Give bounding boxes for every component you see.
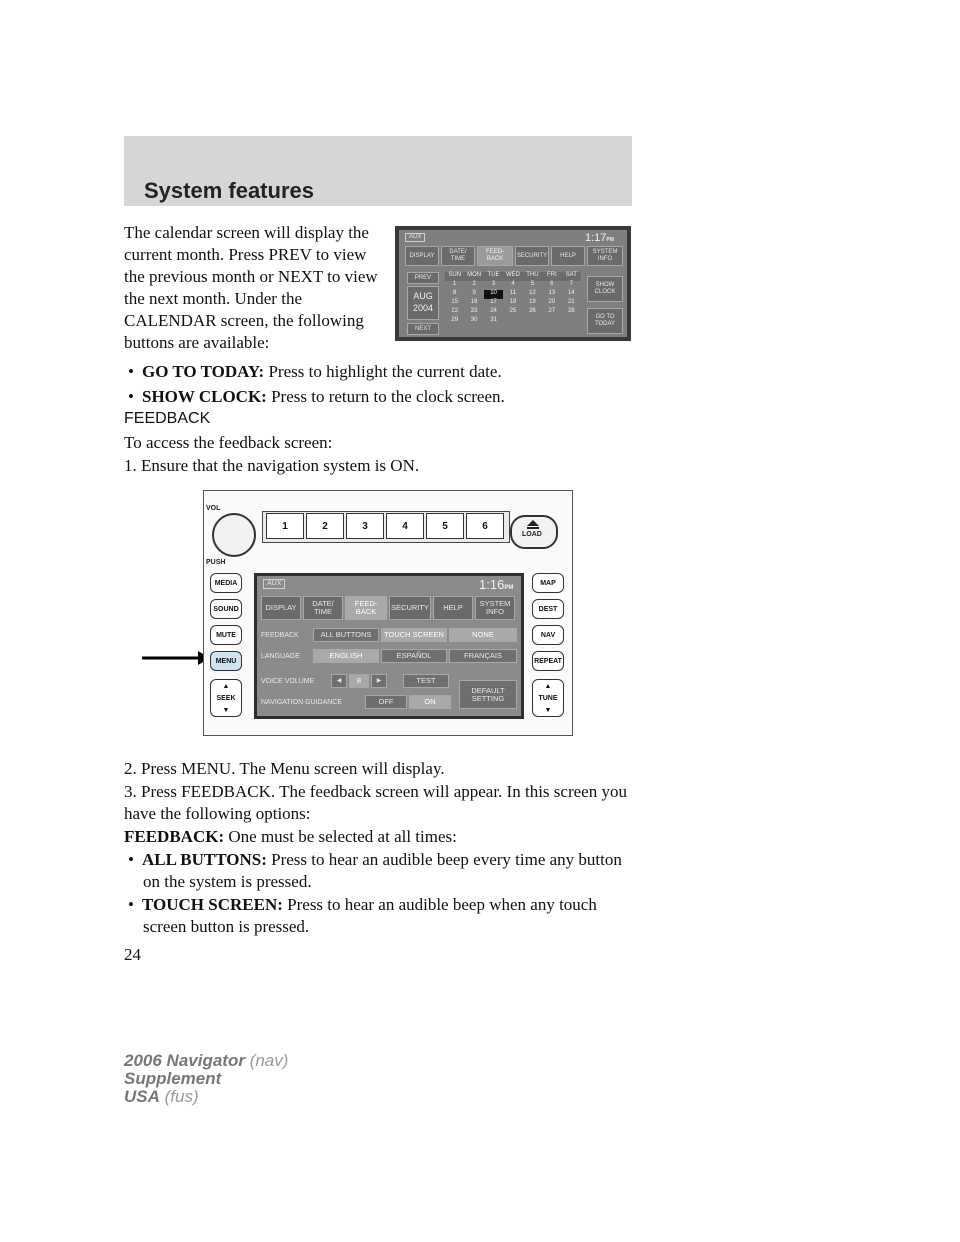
screen-tab-feedback[interactable]: FEED- BACK <box>345 596 387 620</box>
calendar-day[interactable]: 3 <box>491 281 496 287</box>
calendar-day[interactable]: 12 <box>529 290 536 296</box>
calendar-day[interactable]: 25 <box>509 308 517 314</box>
up-arrow-icon: ▲ <box>222 682 230 690</box>
mute-button[interactable]: MUTE <box>210 625 242 645</box>
step-1: 1. Ensure that the navigation system is ON. <box>124 456 420 475</box>
tab-datetime[interactable]: DATE/ TIME <box>441 246 475 266</box>
day-header: SAT <box>562 272 581 281</box>
bullet-show-clock: • SHOW CLOCK: Press to return to the clock screen. <box>128 387 505 406</box>
bullet-all-buttons: • ALL BUTTONS: Press to hear an audible beep every time any button on the system is pressed. <box>128 849 648 893</box>
preset-button-4[interactable]: 4 <box>386 513 424 539</box>
voice-volume-label: VOICE VOLUME <box>261 678 315 685</box>
tune-button[interactable] <box>532 679 564 717</box>
volume-increase-button[interactable] <box>371 674 387 688</box>
screen-tab-security[interactable]: SECURITY <box>389 596 431 620</box>
calendar-grid <box>445 272 581 326</box>
push-label: PUSH <box>206 559 226 566</box>
feedback-heading: FEEDBACK <box>124 410 211 427</box>
bullet-text: Press to return to the clock screen. <box>271 387 505 406</box>
clock-time: 1:16PM <box>479 577 514 592</box>
screen-tab-datetime[interactable]: DATE/ TIME <box>303 596 343 620</box>
calendar-day[interactable] <box>523 317 542 326</box>
navigation-guidance-label: NAVIGATION GUIDANCE <box>261 699 343 706</box>
down-arrow-icon: ▼ <box>222 706 230 714</box>
volume-knob[interactable] <box>212 513 256 557</box>
calendar-day[interactable]: 6 <box>550 281 554 287</box>
calendar-day[interactable] <box>562 317 581 326</box>
step-3: 3. Press FEEDBACK. The feedback screen will appear. In this screen you have the following options: <box>124 782 627 823</box>
calendar-day[interactable]: 16 <box>470 299 478 305</box>
aux-indicator: AUX <box>405 233 425 242</box>
bullet-text: Press to highlight the current date. <box>268 362 502 381</box>
tune-label: TUNE <box>538 694 558 702</box>
map-button[interactable]: MAP <box>532 573 564 593</box>
volume-decrease-button[interactable] <box>331 674 347 688</box>
tab-feedback[interactable]: FEED- BACK <box>477 246 513 266</box>
francais-option[interactable]: FRANÇAIS <box>449 649 517 663</box>
feedback-label: FEEDBACK <box>261 632 299 639</box>
calendar-day[interactable]: 9 <box>472 290 476 296</box>
bullet-term: SHOW CLOCK: <box>142 387 267 406</box>
bullet-text-continued: on the system is pressed. <box>143 872 312 891</box>
navigation-radio-image <box>203 490 573 736</box>
calendar-day[interactable]: 4 <box>511 281 515 287</box>
definition-term: FEEDBACK: <box>124 827 225 846</box>
footer-market: USA <box>124 1087 160 1106</box>
calendar-day[interactable]: 13 <box>548 290 556 296</box>
calendar-day[interactable]: 19 <box>529 299 536 305</box>
touch-screen-option[interactable]: TOUCH SCREEN <box>381 628 447 642</box>
calendar-day[interactable]: 1 <box>453 281 457 287</box>
footer-model: 2006 Navigator <box>124 1051 245 1070</box>
bullet-go-to-today: • GO TO TODAY: Press to highlight the current date. <box>128 362 502 381</box>
english-option[interactable]: ENGLISH <box>313 649 379 663</box>
guidance-off-option[interactable]: OFF <box>365 695 407 709</box>
feedback-definition <box>124 826 457 848</box>
calendar-day[interactable]: 11 <box>509 290 517 296</box>
day-header: SUN <box>445 272 464 281</box>
calendar-day[interactable]: 20 <box>548 299 556 305</box>
default-setting-button[interactable]: DEFAULT SETTING <box>459 680 517 709</box>
access-text: To access the feedback screen: <box>124 433 333 452</box>
bullet-term: TOUCH SCREEN: <box>142 895 283 914</box>
calendar-day[interactable]: 28 <box>567 308 575 314</box>
screen-tab-display[interactable]: DISPLAY <box>261 596 301 620</box>
day-header: MON <box>464 272 483 281</box>
year-label: 2004 <box>412 303 434 313</box>
footer <box>124 1052 288 1106</box>
month-year-display <box>407 286 439 320</box>
preset-button-1[interactable]: 1 <box>266 513 304 539</box>
screen-tab-help[interactable]: HELP <box>433 596 473 620</box>
calendar-day[interactable]: 27 <box>548 308 556 314</box>
tab-security[interactable]: SECURITY <box>515 246 549 266</box>
preset-button-2[interactable]: 2 <box>306 513 344 539</box>
definition-text: One must be selected at all times: <box>228 827 457 846</box>
calendar-day[interactable]: 7 <box>569 281 573 287</box>
calendar-day[interactable] <box>542 317 561 326</box>
calendar-day[interactable]: 22 <box>451 308 459 314</box>
seek-label: SEEK <box>216 694 236 702</box>
nav-button[interactable]: NAV <box>532 625 564 645</box>
pointer-arrow-icon <box>140 648 212 668</box>
calendar-day[interactable]: 31 <box>490 317 497 323</box>
footer-model-code: (nav) <box>249 1051 289 1070</box>
calendar-day[interactable]: 2 <box>472 281 476 287</box>
bullet-text: Press to hear an audible beep when any touch <box>287 895 597 914</box>
right-triangle-icon: ▶ <box>376 677 382 684</box>
voice-volume-value: 8 <box>349 674 369 688</box>
next-button[interactable]: NEXT <box>407 323 439 335</box>
calendar-day[interactable]: 21 <box>567 299 575 305</box>
preset-button-3[interactable]: 3 <box>346 513 384 539</box>
language-label: LANGUAGE <box>261 653 300 660</box>
calendar-day[interactable]: 17 <box>490 299 497 305</box>
calendar-day[interactable]: 26 <box>529 308 536 314</box>
day-header: TUE <box>484 272 503 281</box>
intro-paragraph: The calendar screen will display the current month. Press PREV to view the previous month or NEXT to view the next month. Under the CALENDAR screen, the following buttons are available: <box>124 223 378 352</box>
day-header: WED <box>503 272 522 281</box>
down-arrow-icon: ▼ <box>544 706 552 714</box>
sound-button[interactable]: SOUND <box>210 599 242 619</box>
tab-display[interactable]: DISPLAY <box>405 246 439 266</box>
test-button[interactable]: TEST <box>403 674 449 688</box>
calendar-day[interactable]: 8 <box>453 290 457 296</box>
calendar-day[interactable] <box>503 317 522 326</box>
guidance-on-option[interactable]: ON <box>409 695 451 709</box>
preset-button-5[interactable]: 5 <box>426 513 464 539</box>
calendar-day[interactable]: 14 <box>567 290 575 296</box>
espanol-option[interactable]: ESPAÑOL <box>381 649 447 663</box>
preset-button-6[interactable]: 6 <box>466 513 504 539</box>
eject-button[interactable] <box>510 515 558 549</box>
tab-help[interactable]: HELP <box>551 246 585 266</box>
show-clock-button[interactable]: SHOW CLOCK <box>587 276 623 302</box>
bullet-term: ALL BUTTONS: <box>142 850 267 869</box>
tab-systeminfo[interactable]: SYSTEM INFO <box>587 246 623 266</box>
menu-button[interactable]: MENU <box>210 651 242 671</box>
calendar-day[interactable]: 18 <box>509 299 517 305</box>
up-arrow-icon: ▲ <box>544 682 552 690</box>
day-header: THU <box>523 272 542 281</box>
footer-supplement: Supplement <box>124 1069 222 1088</box>
eject-icon <box>527 520 539 530</box>
aux-indicator: AUX <box>263 579 285 589</box>
clock-time: 1:17PM <box>585 232 614 244</box>
prev-button[interactable]: PREV <box>407 272 439 284</box>
bullet-term: GO TO TODAY: <box>142 362 265 381</box>
dest-button[interactable]: DEST <box>532 599 564 619</box>
bullet-text-continued: screen button is pressed. <box>143 917 310 936</box>
menu-screen <box>254 573 524 719</box>
calendar-screen-image <box>395 226 631 341</box>
step-2: 2. Press MENU. The Menu screen will display. <box>124 759 445 778</box>
all-buttons-option[interactable]: ALL BUTTONS <box>313 628 379 642</box>
seek-button[interactable] <box>210 679 242 717</box>
vol-label: VOL <box>206 505 221 512</box>
calendar-day[interactable]: 29 <box>451 317 459 323</box>
page-title: System features <box>144 178 314 203</box>
calendar-day[interactable]: 24 <box>490 308 497 314</box>
calendar-day-selected[interactable]: 10 <box>484 290 503 299</box>
media-button[interactable]: MEDIA <box>210 573 242 593</box>
bullet-touch-screen: • TOUCH SCREEN: Press to hear an audible beep when any touch screen button is pressed. <box>128 894 648 938</box>
calendar-day[interactable]: 23 <box>470 308 478 314</box>
none-option[interactable]: NONE <box>449 628 517 642</box>
calendar-day[interactable]: 15 <box>451 299 459 305</box>
load-label: LOAD <box>522 531 542 538</box>
repeat-button[interactable]: REPEAT <box>532 651 564 671</box>
bullet-text: Press to hear an audible beep every time any button <box>271 850 622 869</box>
screen-tab-systeminfo[interactable]: SYSTEM INFO <box>475 596 515 620</box>
calendar-day[interactable]: 5 <box>530 281 535 287</box>
left-triangle-icon: ◀ <box>336 677 342 684</box>
calendar-day[interactable]: 30 <box>470 317 478 323</box>
footer-market-code: (fus) <box>164 1087 199 1106</box>
go-to-today-button[interactable]: GO TO TODAY <box>587 308 623 334</box>
day-header: FRI <box>542 272 561 281</box>
month-label: AUG <box>413 291 433 301</box>
page-number: 24 <box>124 945 141 964</box>
